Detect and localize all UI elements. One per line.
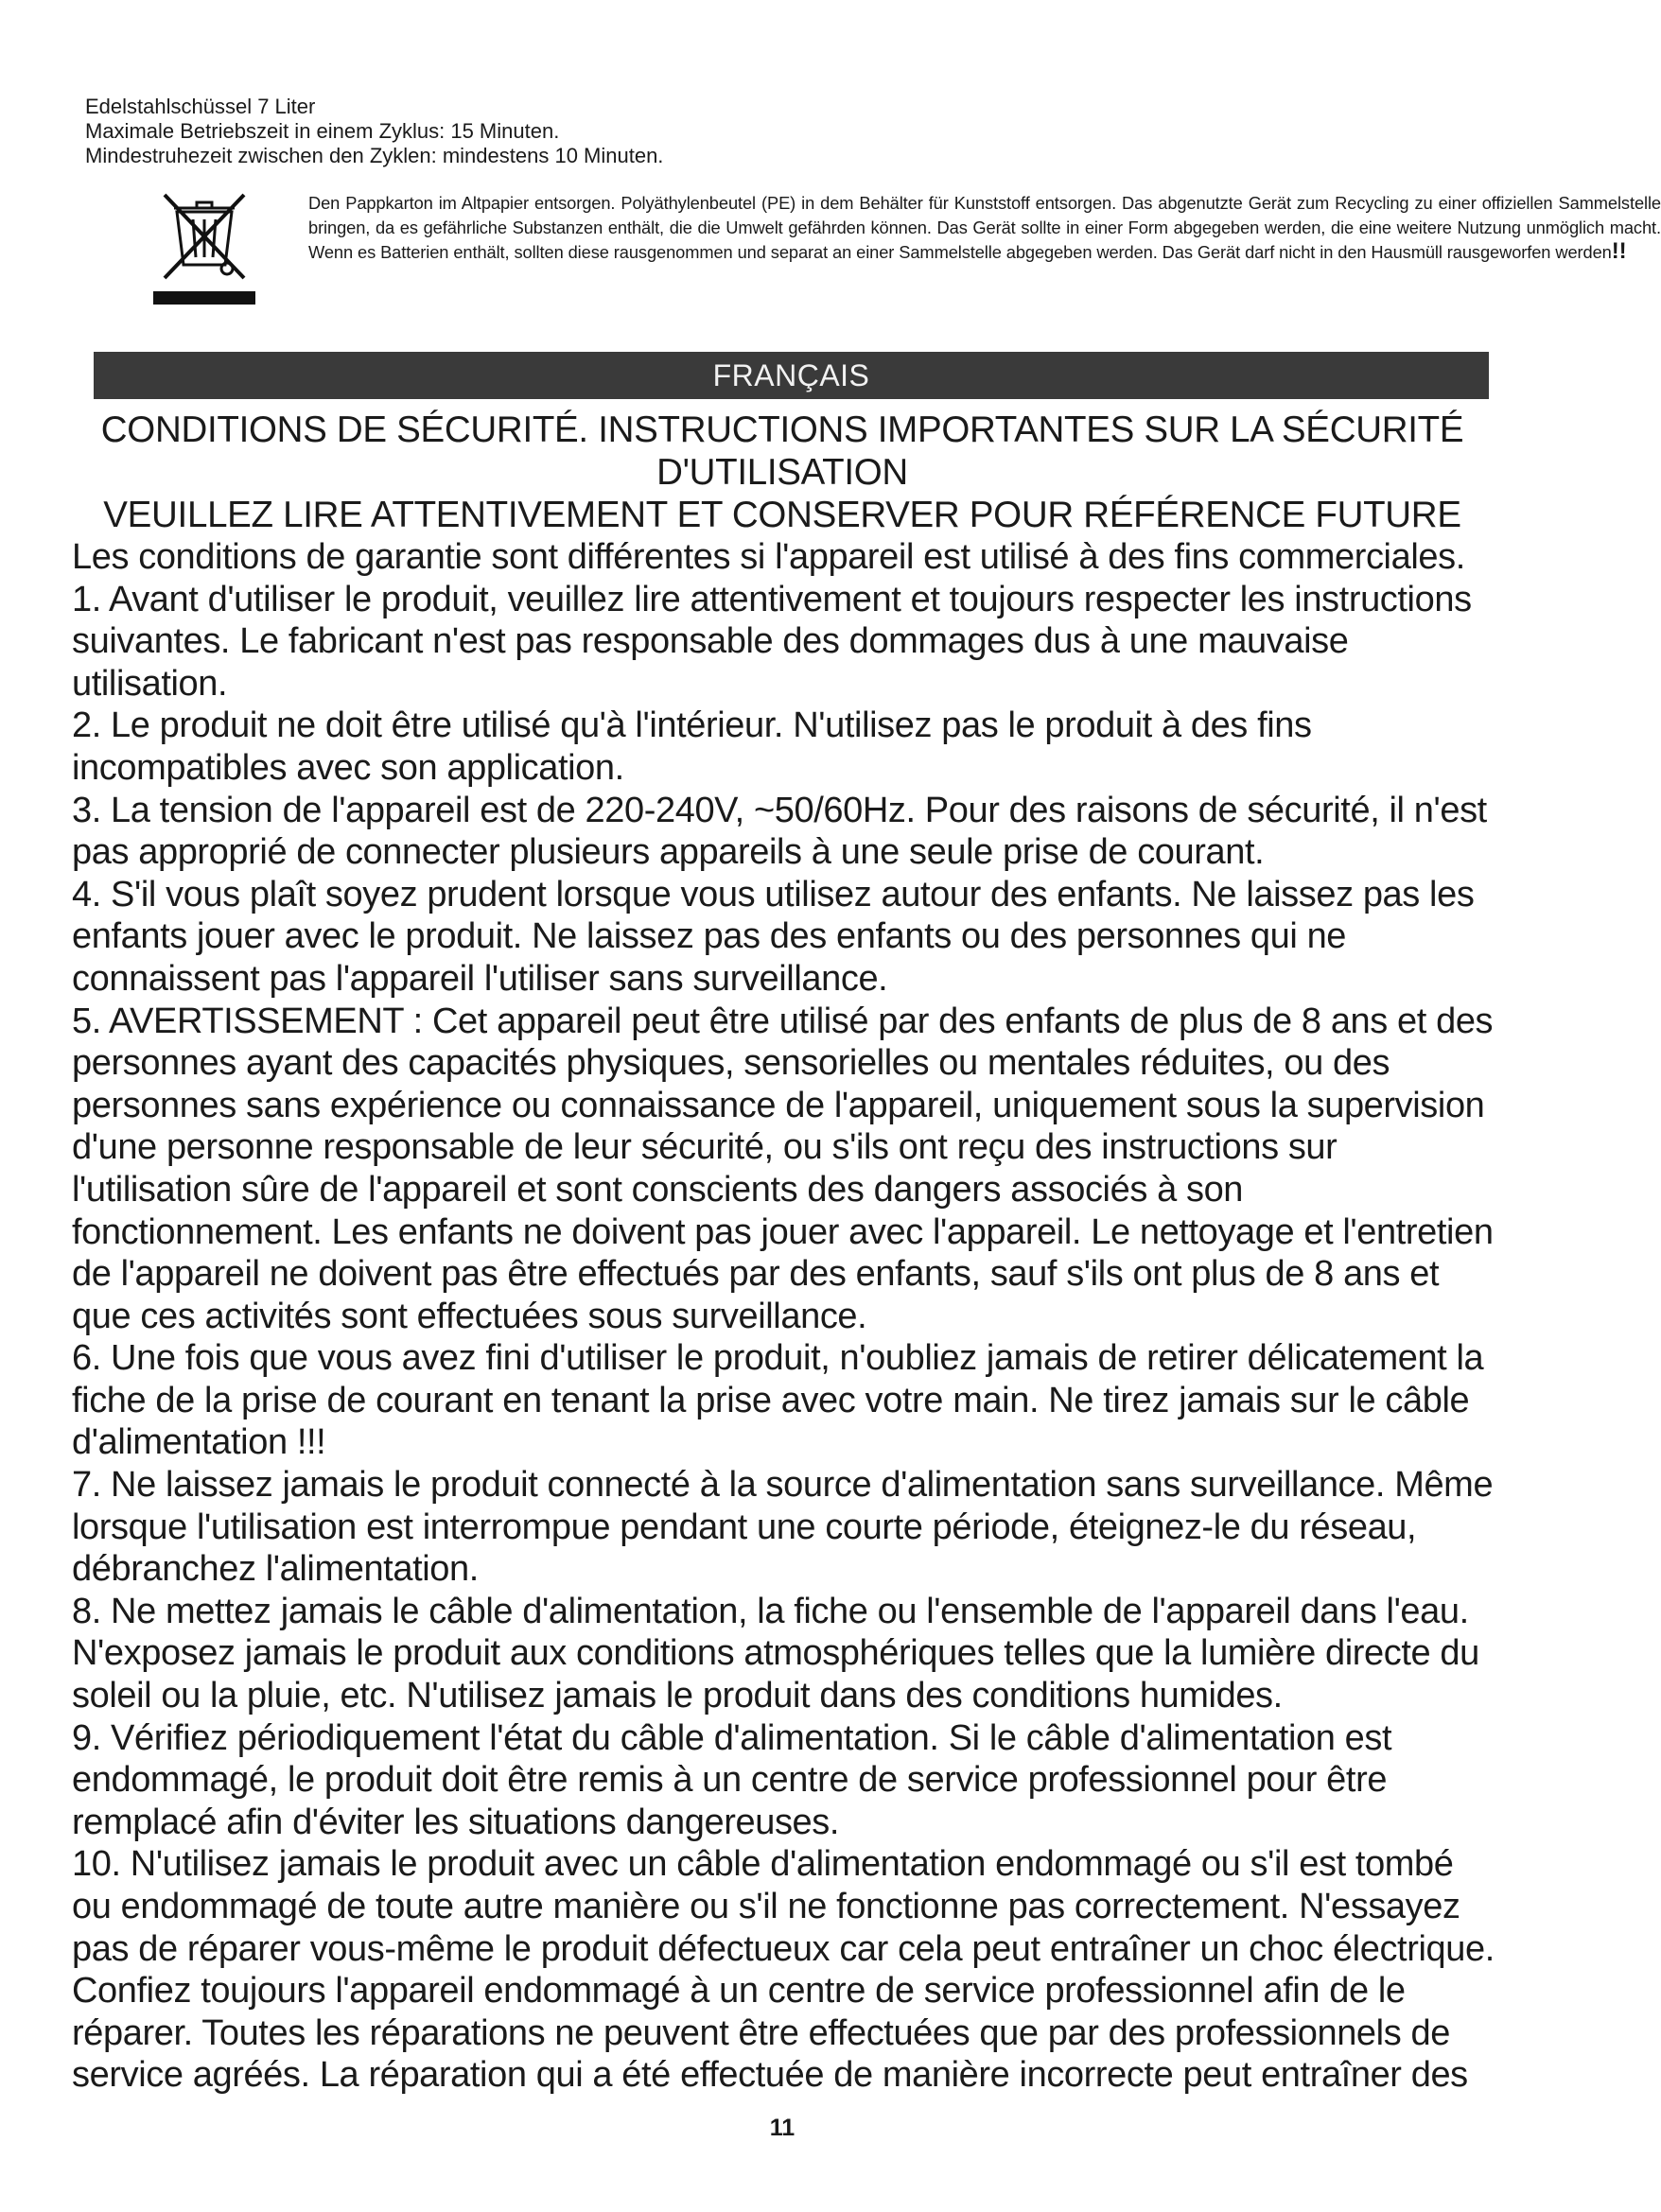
heading-line: D'UTILISATION (656, 452, 908, 493)
instruction-line: d'une personne responsable de leur sécurité, ou s'ils ont reçu des instructions sur (72, 1127, 1338, 1168)
instruction-line: 7. Ne laissez jamais le produit connecté à la source d'alimentation sans surveillance. Même (72, 1465, 1494, 1506)
instruction-line: 1. Avant d'utiliser le produit, veuillez lire attentivement et toujours respecter les instructions (72, 579, 1472, 619)
instruction-line: 9. Vérifiez périodiquement l'état du câble d'alimentation. Si le câble d'alimentation est (72, 1717, 1392, 1758)
instruction-line: soleil ou la pluie, etc. N'utilisez jamais le produit dans des conditions humides. (72, 1676, 1283, 1716)
recycling-text-main: Den Pappkarton im Altpapier entsorgen. Polyäthylenbeutel (PE) in dem Behälter für Kunststoff entsorgen. Das abgenutzte Gerät zum Recycling zu einer offiziellen Sammelstelle bringen, da es gefährliche Substanzen enthält, die die Umwelt gefährden können. Das Gerät sollte in einer Form abgegeben werden, die eine weitere Nutzung unmöglich macht. Wenn es Batterien enthält, sollten diese rausgenommen und separat an einer Sammelstelle abgegeben werden. Das Gerät darf nicht in den Hausmüll rausgeworfen werden (308, 193, 1661, 262)
instruction-line: ou endommagé de toute autre manière ou s'il ne fonctionne pas correctement. N'essayez (72, 1887, 1460, 1926)
instruction-line: 10. N'utilisez jamais le produit avec un câble d'alimentation endommagé ou s'il est tombé (72, 1844, 1454, 1885)
instruction-line: 6. Une fois que vous avez fini d'utiliser le produit, n'oubliez jamais de retirer délicatement la (72, 1338, 1484, 1379)
instruction-line: endommagé, le produit doit être remis à un centre de service professionnel pour être (72, 1760, 1388, 1801)
instruction-line: lorsque l'utilisation est interrompue pendant une courte période, éteignez-le du réseau, (72, 1507, 1417, 1547)
instruction-line: enfants jouer avec le produit. Ne laissez pas des enfants ou des personnes qui ne (72, 916, 1347, 957)
instruction-line: 2. Le produit ne doit être utilisé qu'à l'intérieur. N'utilisez pas le produit à des fins (72, 705, 1312, 746)
instruction-line: débranchez l'alimentation. (72, 1549, 479, 1590)
instruction-line: réparer. Toutes les réparations ne peuvent être effectuées que par des professionnels de (72, 2012, 1450, 2053)
instruction-line: 8. Ne mettez jamais le câble d'alimentation, la fiche ou l'ensemble de l'appareil dans l'eau. (72, 1591, 1469, 1631)
instruction-line: Confiez toujours l'appareil endommagé à un centre de service professionnel afin de le (72, 1971, 1406, 2012)
instruction-line: pas de réparer vous-même le produit défectueux car cela peut entraîner un choc électrique. (72, 1928, 1495, 1969)
spec-line: Maximale Betriebszeit in einem Zyklus: 15 Minuten. (85, 119, 560, 143)
page-number: 11 (769, 2115, 796, 2141)
heading-line: CONDITIONS DE SÉCURITÉ. INSTRUCTIONS IMPORTANTES SUR LA SÉCURITÉ (100, 409, 1464, 450)
crossed-out-wheelie-bin-icon (151, 185, 257, 306)
instruction-line: service agréés. La réparation qui a été effectuée de manière incorrecte peut entraîner des (72, 2055, 1468, 2096)
instruction-line: d'alimentation !!! (72, 1422, 326, 1463)
safety-headings (57, 409, 1508, 536)
instruction-line: pas approprié de connecter plusieurs appareils à une seule prise de courant. (72, 832, 1265, 873)
instruction-line: 5. AVERTISSEMENT : Cet appareil peut être utilisé par des enfants de plus de 8 ans et des (72, 1001, 1494, 1041)
instruction-line: Les conditions de garantie sont différentes si l'appareil est utilisé à des fins commerciales. (72, 537, 1465, 577)
spec-line: Edelstahlschüssel 7 Liter (85, 95, 316, 118)
recycling-text (308, 191, 1661, 265)
instruction-line: N'exposez jamais le produit aux conditions atmosphériques telles que la lumière directe du (72, 1633, 1479, 1674)
instruction-line: remplacé afin d'éviter les situations dangereuses. (72, 1802, 840, 1842)
instruction-line: connaissent pas l'appareil l'utiliser sans surveillance. (72, 958, 888, 999)
language-banner: FRANÇAIS (94, 352, 1489, 399)
recycling-notice (151, 185, 1661, 308)
instructions-body (72, 536, 1500, 2097)
spec-line: Mindestruhezeit zwischen den Zyklen: mindestens 10 Minuten. (85, 144, 664, 167)
instruction-line: fiche de la prise de courant en tenant la prise avec votre main. Ne tirez jamais sur le câble (72, 1380, 1470, 1420)
instruction-line: personnes sans expérience ou connaissance de l'appareil, uniquement sous la supervision (72, 1085, 1485, 1125)
recycling-text-emphasis: !! (1611, 238, 1627, 264)
instruction-line: utilisation. (72, 663, 228, 704)
instruction-line: que ces activités sont effectuées sous surveillance. (72, 1296, 867, 1336)
instruction-line: de l'appareil ne doivent pas être effectués par des enfants, sauf s'ils ont plus de 8 ans et (72, 1254, 1440, 1295)
instruction-line: fonctionnement. Les enfants ne doivent pas jouer avec l'appareil. Le nettoyage et l'entretien (72, 1211, 1494, 1252)
specifications (85, 95, 936, 168)
instruction-line: suivantes. Le fabricant n'est pas responsable des dommages dus à une mauvaise (72, 621, 1349, 662)
instruction-line: l'utilisation sûre de l'appareil et sont conscients des dangers associés à son (72, 1169, 1244, 1210)
instruction-line: incompatibles avec son application. (72, 747, 624, 788)
instruction-line: 3. La tension de l'appareil est de 220-240V, ~50/60Hz. Pour des raisons de sécurité, il n'est (72, 790, 1487, 830)
heading-line: VEUILLEZ LIRE ATTENTIVEMENT ET CONSERVER POUR RÉFÉRENCE FUTURE (103, 495, 1461, 535)
instruction-line: 4. S'il vous plaît soyez prudent lorsque vous utilisez autour des enfants. Ne laissez pas les (72, 874, 1475, 914)
instruction-line: personnes ayant des capacités physiques, sensorielles ou mentales réduites, ou des (72, 1043, 1390, 1084)
